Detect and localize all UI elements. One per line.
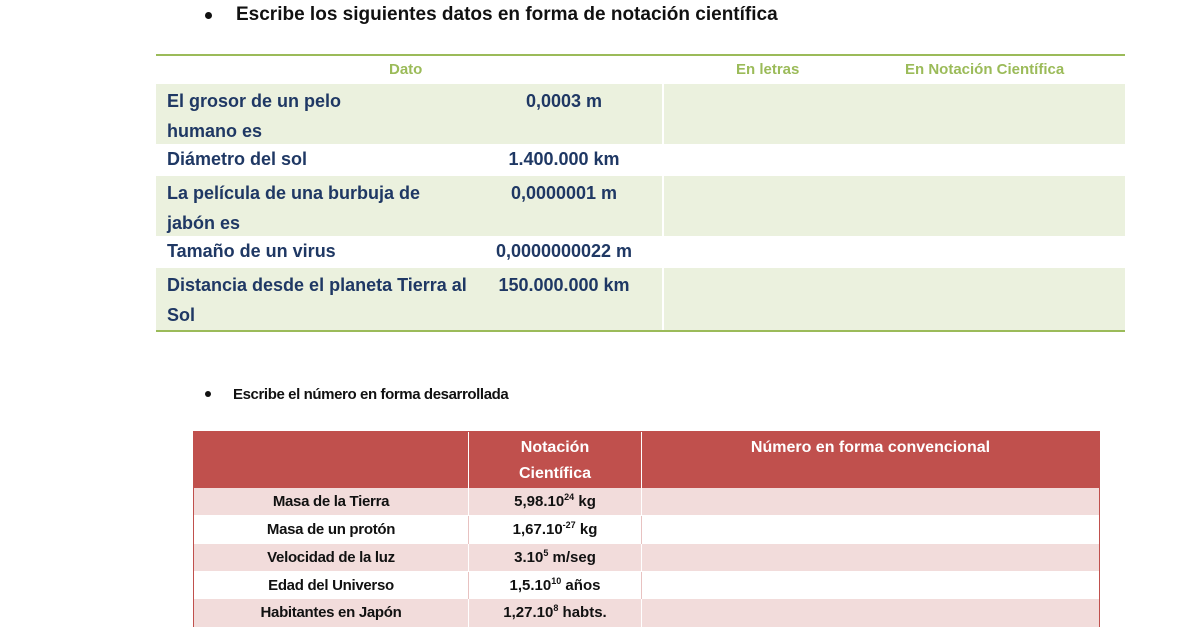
row-value (469, 572, 641, 600)
data-table (156, 54, 1125, 332)
column-divider (662, 84, 664, 144)
column-divider (662, 176, 664, 236)
value-exponent: -27 (562, 520, 576, 530)
value-base: 5,98.10 (514, 493, 565, 510)
row-value (469, 544, 641, 572)
row-label: Tamaño de un virus (167, 241, 336, 261)
table-row (156, 268, 1125, 330)
table-row (156, 176, 1125, 236)
header-numero-convencional: Número en forma convencional (750, 439, 991, 456)
row-label: La película de una burbuja de jabón es (167, 183, 421, 233)
table-row (194, 488, 1099, 516)
header-notacion-cientifica: En Notación Científica (905, 61, 1065, 78)
table-row (194, 572, 1099, 600)
table-row (156, 84, 1125, 144)
row-label: Velocidad de la luz (267, 549, 395, 566)
table-row (194, 544, 1099, 572)
table-row (194, 599, 1099, 627)
value-base: 3.10 (514, 549, 544, 566)
column-divider (468, 516, 469, 544)
column-divider (468, 599, 469, 627)
row-label: El grosor de un pelo humano es (167, 91, 342, 141)
row-value: 1.400.000 km (508, 149, 620, 169)
row-value (469, 516, 641, 544)
table-row (156, 144, 1125, 176)
value-exponent: 8 (553, 603, 559, 613)
value-base: 1,67.10 (512, 521, 563, 538)
value-base: 1,5.10 (509, 577, 552, 594)
value-unit: habts. (558, 604, 607, 621)
bullet-icon (205, 391, 211, 397)
column-divider (468, 488, 469, 516)
scientific-table-header (194, 432, 1099, 488)
value-unit: kg (574, 493, 596, 510)
row-value (469, 599, 641, 627)
row-label: Distancia desde el planeta Tierra al Sol (167, 275, 467, 325)
column-divider (641, 516, 642, 544)
row-value (469, 488, 641, 516)
instruction-text: Escribe los siguientes datos en forma de notación científica (236, 4, 778, 25)
row-value: 0,0000001 m (510, 183, 618, 203)
instruction-expanded-form (205, 382, 508, 406)
value-unit: m/seg (548, 549, 596, 566)
instruction-scientific-notation (205, 2, 778, 28)
column-divider (641, 599, 642, 627)
column-divider (641, 572, 642, 600)
row-label: Masa de un protón (266, 521, 396, 538)
value-exponent: 5 (543, 548, 549, 558)
value-exponent: 24 (564, 492, 575, 502)
header-notacion-cientifica (469, 435, 641, 487)
row-value: 150.000.000 km (498, 275, 630, 295)
column-divider (468, 572, 469, 600)
value-unit: kg (575, 521, 598, 538)
row-value: 0,0000000022 m (495, 241, 633, 261)
table-row (156, 236, 1125, 268)
row-label: Habitantes en Japón (260, 604, 402, 621)
bullet-icon (205, 12, 212, 19)
header-dato: Dato (389, 61, 423, 78)
row-label: Masa de la Tierra (272, 493, 390, 510)
column-divider (641, 544, 642, 572)
row-value: 0,0003 m (525, 91, 603, 111)
column-divider (468, 544, 469, 572)
instruction-text: Escribe el número en forma desarrollada (233, 385, 509, 403)
data-table-header (156, 56, 1125, 84)
table-row (194, 516, 1099, 544)
column-divider (662, 268, 664, 330)
row-label: Diámetro del sol (167, 149, 308, 169)
value-base: 1,27.10 (503, 604, 554, 621)
value-unit: años (561, 577, 601, 594)
header-line: Notación (520, 439, 590, 456)
value-exponent: 10 (551, 576, 562, 586)
header-line: Científica (518, 465, 591, 482)
row-label: Edad del Universo (268, 577, 394, 594)
scientific-notation-table (193, 431, 1100, 627)
header-en-letras: En letras (736, 61, 800, 78)
column-divider (641, 488, 642, 516)
